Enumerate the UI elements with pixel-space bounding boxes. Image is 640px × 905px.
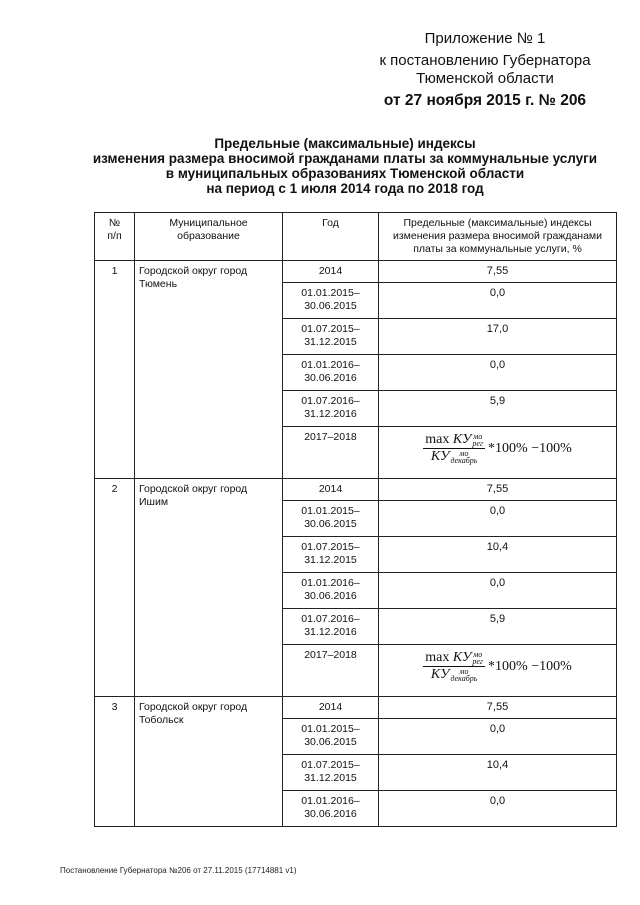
appendix-label: Приложение № 1 bbox=[424, 30, 546, 47]
resolution-date: от 27 ноября 2015 г. № 206 bbox=[383, 92, 587, 109]
formula-max: max bbox=[425, 650, 450, 666]
table-row bbox=[95, 479, 617, 501]
formula-indices bbox=[450, 450, 477, 464]
index-value: 7,55 bbox=[379, 261, 617, 283]
formula-indices bbox=[450, 668, 477, 682]
doc-title-line-3: в муниципальных образованиях Тюменской области bbox=[165, 166, 525, 181]
formula-ku: КУ bbox=[452, 650, 472, 666]
formula-tail: *100% −100% bbox=[488, 659, 572, 674]
index-value: 5,9 bbox=[379, 391, 617, 427]
formula-indices bbox=[472, 651, 483, 665]
formula-tail: *100% −100% bbox=[488, 441, 572, 456]
index-table bbox=[94, 212, 617, 827]
municipality-name: Городской округ город Тобольск bbox=[135, 697, 283, 827]
formula-sub: рег bbox=[472, 439, 484, 448]
formula-sub: декабрь bbox=[450, 674, 478, 683]
period-cell: 2014 bbox=[283, 697, 379, 719]
col-header-year: Год bbox=[283, 213, 379, 261]
index-value: 10,4 bbox=[379, 755, 617, 791]
index-value: 0,0 bbox=[379, 355, 617, 391]
period-cell: 2014 bbox=[283, 479, 379, 501]
formula-ku: КУ bbox=[430, 449, 450, 465]
doc-title-line-4: на период с 1 июля 2014 года по 2018 год bbox=[206, 181, 484, 196]
municipality-name: Городской округ город Ишим bbox=[135, 479, 283, 697]
col-header-index: Предельные (максимальные) индексы изменения размера вносимой гражданами платы за коммунальные услуги, % bbox=[379, 213, 617, 261]
formula-numerator bbox=[423, 433, 485, 449]
period-cell: 01.01.2015– 30.06.2015 bbox=[283, 719, 379, 755]
index-value: 0,0 bbox=[379, 501, 617, 537]
period-cell: 01.01.2016– 30.06.2016 bbox=[283, 573, 379, 609]
row-number: 1 bbox=[95, 261, 135, 479]
period-cell: 01.01.2015– 30.06.2015 bbox=[283, 501, 379, 537]
formula-denominator bbox=[429, 449, 479, 464]
period-cell: 2017–2018 bbox=[283, 427, 379, 479]
period-cell: 2017–2018 bbox=[283, 645, 379, 697]
formula-sup: мо bbox=[473, 650, 483, 659]
period-cell: 01.01.2015– 30.06.2015 bbox=[283, 283, 379, 319]
index-value: 0,0 bbox=[379, 719, 617, 755]
index-value: 10,4 bbox=[379, 537, 617, 573]
formula-sup: мо bbox=[473, 432, 483, 441]
period-cell: 01.07.2015– 31.12.2015 bbox=[283, 319, 379, 355]
formula-expression bbox=[423, 651, 572, 682]
doc-title-line-2: изменения размера вносимой гражданами платы за коммунальные услуги bbox=[92, 151, 598, 166]
col-header-number: № п/п bbox=[95, 213, 135, 261]
formula-numerator bbox=[423, 651, 485, 667]
period-cell: 01.07.2015– 31.12.2015 bbox=[283, 537, 379, 573]
index-value: 5,9 bbox=[379, 609, 617, 645]
formula-indices bbox=[472, 433, 483, 447]
period-cell: 01.07.2016– 31.12.2016 bbox=[283, 609, 379, 645]
formula-fraction bbox=[423, 433, 485, 464]
row-number: 3 bbox=[95, 697, 135, 827]
footer-note: Постановление Губернатора №206 от 27.11.2015 (17714881 v1) bbox=[60, 866, 297, 875]
index-formula bbox=[379, 645, 617, 697]
region-name: Тюменской области bbox=[416, 70, 554, 87]
index-value: 17,0 bbox=[379, 319, 617, 355]
period-cell: 01.01.2016– 30.06.2016 bbox=[283, 791, 379, 827]
index-value: 0,0 bbox=[379, 791, 617, 827]
formula-sub: декабрь bbox=[450, 456, 478, 465]
row-number: 2 bbox=[95, 479, 135, 697]
formula-expression bbox=[423, 433, 572, 464]
index-value: 7,55 bbox=[379, 479, 617, 501]
resolution-ref: к постановлению Губернатора bbox=[379, 52, 591, 69]
doc-title-line-1: Предельные (максимальные) индексы bbox=[214, 136, 476, 151]
index-value: 7,55 bbox=[379, 697, 617, 719]
period-cell: 2014 bbox=[283, 261, 379, 283]
municipality-name: Городской округ город Тюмень bbox=[135, 261, 283, 479]
period-cell: 01.07.2015– 31.12.2015 bbox=[283, 755, 379, 791]
formula-sup: мо bbox=[459, 667, 469, 676]
period-cell: 01.01.2016– 30.06.2016 bbox=[283, 355, 379, 391]
index-formula bbox=[379, 427, 617, 479]
table-row bbox=[95, 697, 617, 719]
index-value: 0,0 bbox=[379, 283, 617, 319]
formula-fraction bbox=[423, 651, 485, 682]
col-header-municipality: Муниципальное образование bbox=[135, 213, 283, 261]
formula-sup: мо bbox=[459, 449, 469, 458]
formula-max: max bbox=[425, 432, 450, 448]
period-cell: 01.07.2016– 31.12.2016 bbox=[283, 391, 379, 427]
index-value: 0,0 bbox=[379, 573, 617, 609]
formula-ku: КУ bbox=[452, 432, 472, 448]
formula-ku: КУ bbox=[430, 667, 450, 683]
formula-sub: рег bbox=[472, 657, 484, 666]
formula-denominator bbox=[429, 667, 479, 682]
table-row bbox=[95, 261, 617, 283]
